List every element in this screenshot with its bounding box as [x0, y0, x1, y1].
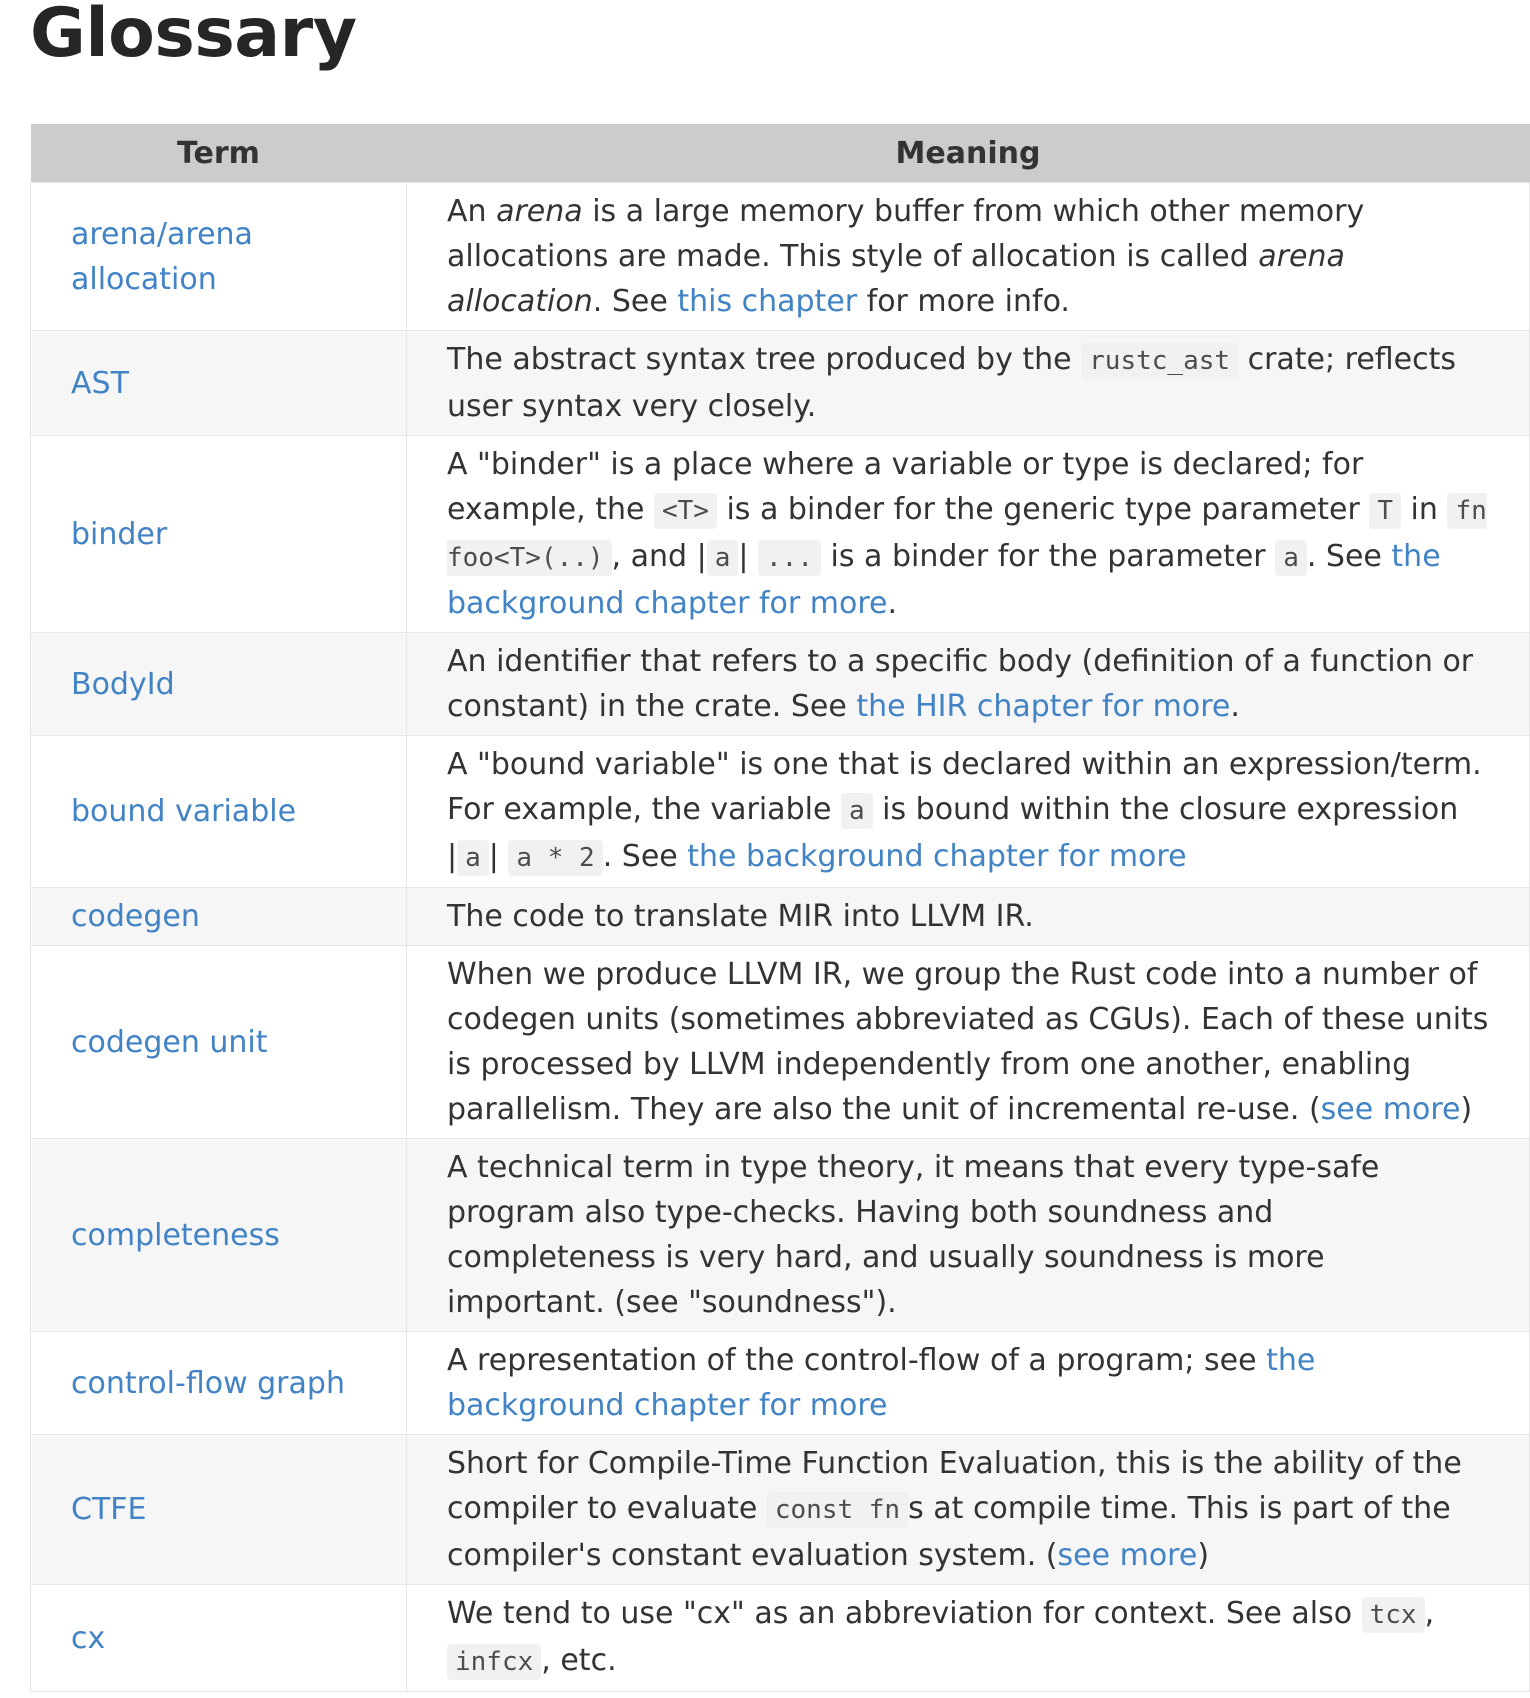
inline-code: T [1369, 493, 1401, 529]
table-row [31, 888, 1530, 946]
table-row [31, 331, 1530, 436]
meaning-text: is a binder for the generic type parameter [716, 492, 1370, 527]
meaning-text: When we produce LLVM IR, we group the Rust code into a number of codegen units (sometimes abbreviated as CGUs). Each of these units is processed by LLVM independently from one another, enabling parallelism. They are also the unit of incremental re-use. ( [447, 957, 1489, 1127]
meaning-cell [407, 183, 1530, 331]
table-body [31, 183, 1530, 1692]
meaning-text: s at compile time. This is part of the compiler's constant evaluation system. ( [447, 1491, 1451, 1573]
inline-code: fn foo<T>(..) [447, 493, 1487, 576]
meaning-text: crate; reflects user syntax very closely. [447, 342, 1457, 424]
term-link[interactable]: binder [71, 516, 168, 552]
term-link[interactable]: AST [71, 365, 129, 401]
meaning-column-header: Meaning [407, 124, 1530, 183]
meaning-link[interactable]: see more [1057, 1538, 1198, 1573]
term-cell [31, 1585, 407, 1692]
table-header [31, 124, 1530, 183]
meaning-cell [407, 331, 1530, 436]
meaning-text: A "binder" is a place where a variable or type is declared; for example, the [447, 447, 1364, 527]
table-row [31, 1139, 1530, 1332]
meaning-text: . See [592, 284, 678, 319]
meaning-text: , and | [611, 539, 707, 574]
term-cell [31, 946, 407, 1139]
term-cell [31, 1332, 407, 1435]
term-cell [31, 633, 407, 736]
meaning-link[interactable]: see more [1320, 1092, 1461, 1127]
table-row [31, 1332, 1530, 1435]
term-link[interactable]: control-flow graph [71, 1365, 345, 1401]
meaning-cell [407, 736, 1530, 888]
term-cell [31, 331, 407, 436]
meaning-text: The abstract syntax tree produced by the [447, 342, 1082, 377]
meaning-text: | [738, 539, 759, 574]
inline-code: a [457, 840, 489, 876]
term-column-header: Term [31, 124, 407, 183]
meaning-text: | [488, 839, 509, 874]
meaning-text: . See [602, 839, 688, 874]
meaning-text: ) [1197, 1538, 1210, 1573]
inline-code: a * 2 [508, 840, 602, 876]
meaning-text: . See [1306, 539, 1392, 574]
meaning-cell [407, 633, 1530, 736]
term-link[interactable]: arena/arena allocation [71, 216, 253, 297]
emphasis-text: arena [496, 194, 583, 229]
table-row [31, 946, 1530, 1139]
term-cell [31, 436, 407, 633]
inline-code: a [841, 793, 873, 829]
term-cell [31, 888, 407, 946]
meaning-cell [407, 1332, 1530, 1435]
meaning-text: Short for Compile-Time Function Evaluation, this is the ability of the compiler to evaluate [447, 1446, 1462, 1526]
inline-code: a [1275, 540, 1307, 576]
meaning-text: An [447, 194, 497, 229]
meaning-link[interactable]: the background chapter for more [687, 839, 1187, 874]
term-cell [31, 736, 407, 888]
meaning-text: A "bound variable" is one that is declared within an expression/term. For example, the variable [447, 747, 1482, 827]
inline-code: a [707, 540, 739, 576]
inline-code: tcx [1362, 1597, 1425, 1633]
term-link[interactable]: CTFE [71, 1492, 147, 1527]
table-row [31, 1585, 1530, 1692]
term-link[interactable]: BodyId [71, 666, 175, 702]
meaning-text: is bound within the closure expression | [447, 792, 1459, 874]
term-link[interactable]: codegen unit [71, 1024, 268, 1060]
meaning-link[interactable]: this chapter [677, 284, 858, 319]
meaning-link[interactable]: the background chapter for more [447, 1343, 1316, 1423]
inline-code: <T> [654, 493, 717, 529]
meaning-text: A technical term in type theory, it means that every type-safe program also type-checks. Having both soundness and completeness is very hard, and usually soundness is more important. (see "soundness"). [447, 1150, 1380, 1320]
meaning-text: An identifier that refers to a specific body (definition of a function or constant) in the crate. See [447, 644, 1474, 724]
meaning-text: is a large memory buffer from which other memory allocations are made. This style of allocation is called [447, 194, 1365, 274]
inline-code: infcx [447, 1644, 541, 1680]
term-cell [31, 1139, 407, 1332]
term-cell [31, 183, 407, 331]
meaning-text: is a binder for the parameter [820, 539, 1276, 574]
inline-code: rustc_ast [1081, 343, 1238, 379]
term-link[interactable]: codegen [71, 899, 200, 934]
meaning-cell [407, 1139, 1530, 1332]
table-row [31, 736, 1530, 888]
inline-code: const fn [767, 1492, 908, 1528]
header-row [31, 124, 1530, 183]
emphasis-text: arena allocation [447, 239, 1345, 319]
meaning-text: in [1401, 492, 1448, 527]
meaning-text: ) [1460, 1092, 1473, 1127]
meaning-link[interactable]: the background chapter for more [447, 539, 1441, 621]
page-title: Glossary [30, 0, 357, 73]
table-row [31, 1435, 1530, 1585]
meaning-cell [407, 436, 1530, 633]
meaning-text: , etc. [541, 1643, 617, 1678]
meaning-text: . [1230, 689, 1240, 724]
meaning-cell [407, 1585, 1530, 1692]
glossary-table [30, 124, 1530, 1692]
meaning-text: A representation of the control-flow of a program; see [447, 1343, 1267, 1378]
meaning-text: We tend to use "cx" as an abbreviation for context. See also [447, 1596, 1362, 1631]
meaning-link[interactable]: the HIR chapter for more [856, 689, 1231, 724]
meaning-cell [407, 1435, 1530, 1585]
table-row [31, 436, 1530, 633]
meaning-cell [407, 888, 1530, 946]
term-link[interactable]: bound variable [71, 794, 297, 829]
meaning-text: The code to translate MIR into LLVM IR. [447, 899, 1034, 934]
table-row [31, 633, 1530, 736]
meaning-cell [407, 946, 1530, 1139]
term-link[interactable]: cx [71, 1620, 106, 1656]
table-row [31, 183, 1530, 331]
term-link[interactable]: completeness [71, 1217, 280, 1253]
inline-code: ... [758, 540, 821, 576]
meaning-text: , [1424, 1596, 1435, 1631]
term-cell [31, 1435, 407, 1585]
meaning-text: . [887, 586, 898, 621]
meaning-text: for more info. [857, 284, 1070, 319]
